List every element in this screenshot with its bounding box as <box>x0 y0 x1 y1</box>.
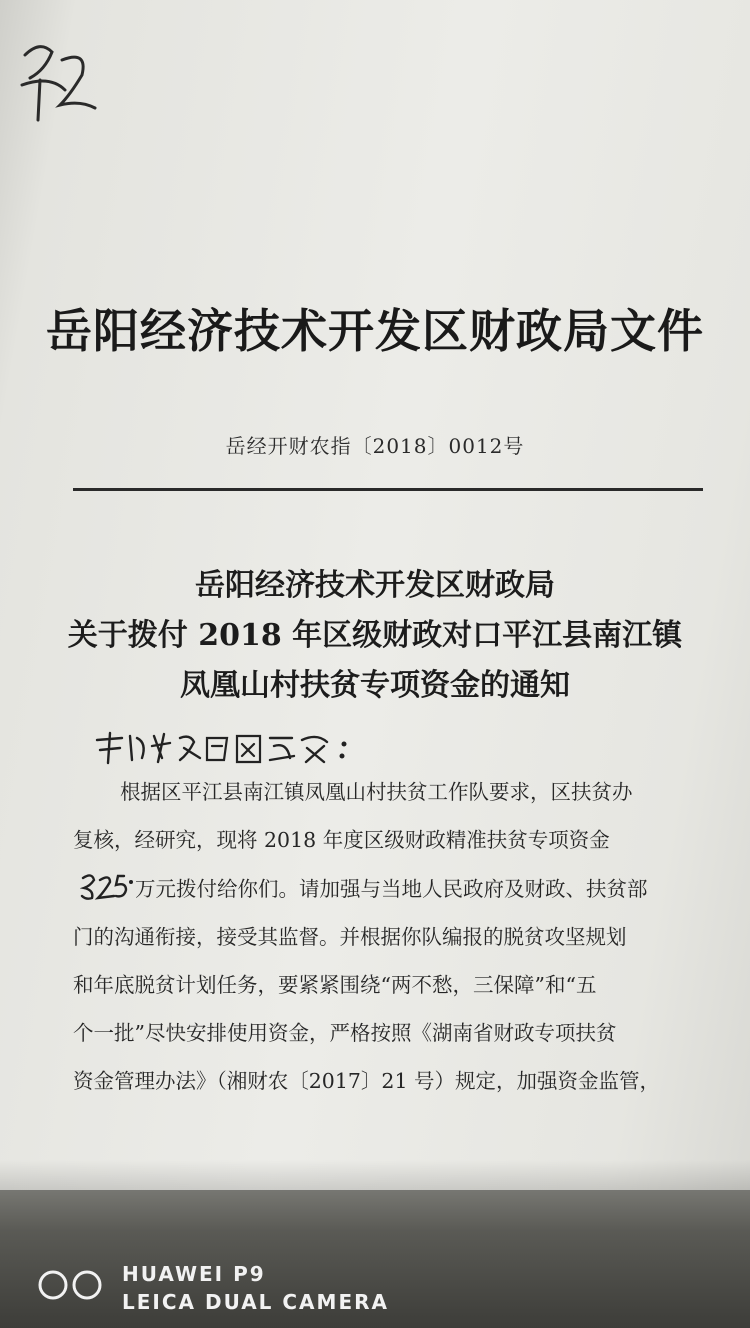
camera-watermark-model: HUAWEI P9 <box>122 1262 266 1286</box>
notice-title-line-1: 岳阳经济技术开发区财政局 <box>195 568 555 603</box>
camera-watermark-brand: LEICA DUAL CAMERA <box>122 1290 389 1314</box>
handwritten-salutation <box>92 728 392 768</box>
body-line-5: 和年底脱贫计划任务，要紧紧围绕“两不愁，三保障”和“五 <box>73 973 597 997</box>
body-line-6: 个一批”尽快安排使用资金，严格按照《湖南省财政专项扶贫 <box>73 1021 617 1045</box>
body-line-2: 复核，经研究，现将 2018 年度区级财政精准扶贫专项资金 <box>73 828 610 852</box>
camera-watermark-icon <box>37 1268 105 1302</box>
handwritten-corner-note <box>10 30 100 130</box>
handwritten-amount <box>80 870 135 900</box>
letterhead-title: 岳阳经济技术开发区财政局文件 <box>46 304 704 358</box>
body-line-3: 万元拨付给你们。请加强与当地人民政府及财政、扶贫部 <box>135 877 648 901</box>
body-line-1: 根据区平江县南江镇凤凰山村扶贫工作队要求，区扶贫办 <box>120 780 633 804</box>
body-line-4: 门的沟通衔接，接受其监督。并根据你队编报的脱贫攻坚规划 <box>73 925 627 949</box>
notice-title-line-2: 关于拨付 2018 年区级财政对口平江县南江镇 <box>67 618 683 653</box>
header-divider <box>73 488 703 491</box>
notice-title-line-3: 凤凰山村扶贫专项资金的通知 <box>180 668 570 703</box>
body-line-7: 资金管理办法》（湘财农〔2017〕21 号）规定，加强资金监管， <box>73 1069 661 1093</box>
document-number: 岳经开财农指〔2018〕0012号 <box>225 434 525 458</box>
